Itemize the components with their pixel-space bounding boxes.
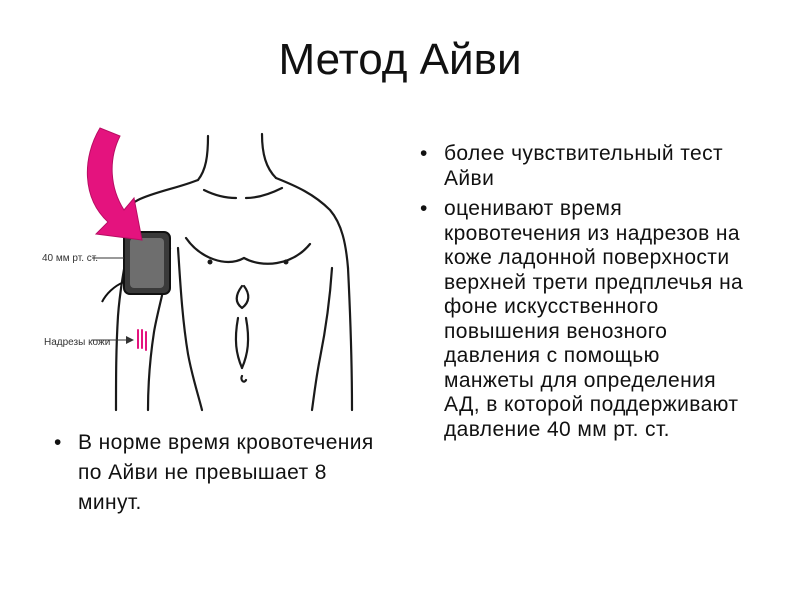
ivy-method-illustration — [30, 118, 360, 418]
incision-label: Надрезы кожи — [44, 337, 111, 348]
right-shoulder-line — [276, 178, 348, 268]
list-item: • В норме время кровотечения по Айви не превышает 8 минут. — [52, 428, 392, 518]
list-item: • оценивают время кровотечения из надрезов на коже ладонной поверхности верхней трети предплечья на фоне искусственного повышения венозного давления с помощью манжеты для определения АД, в которой поддерживают давление 40 мм рт. ст. — [418, 197, 748, 442]
pressure-cuff — [102, 232, 170, 302]
norm-note-list — [52, 428, 392, 518]
skin-incisions — [138, 330, 146, 350]
pointer-arrow — [87, 128, 142, 240]
torso-drawing — [30, 118, 360, 418]
method-description-list — [418, 142, 748, 448]
list-item: • более чувствительный тест Айви — [418, 142, 748, 191]
slide-title: Метод Айви — [278, 35, 522, 84]
cuff-pressure-label: 40 мм рт. ст. — [42, 253, 99, 264]
